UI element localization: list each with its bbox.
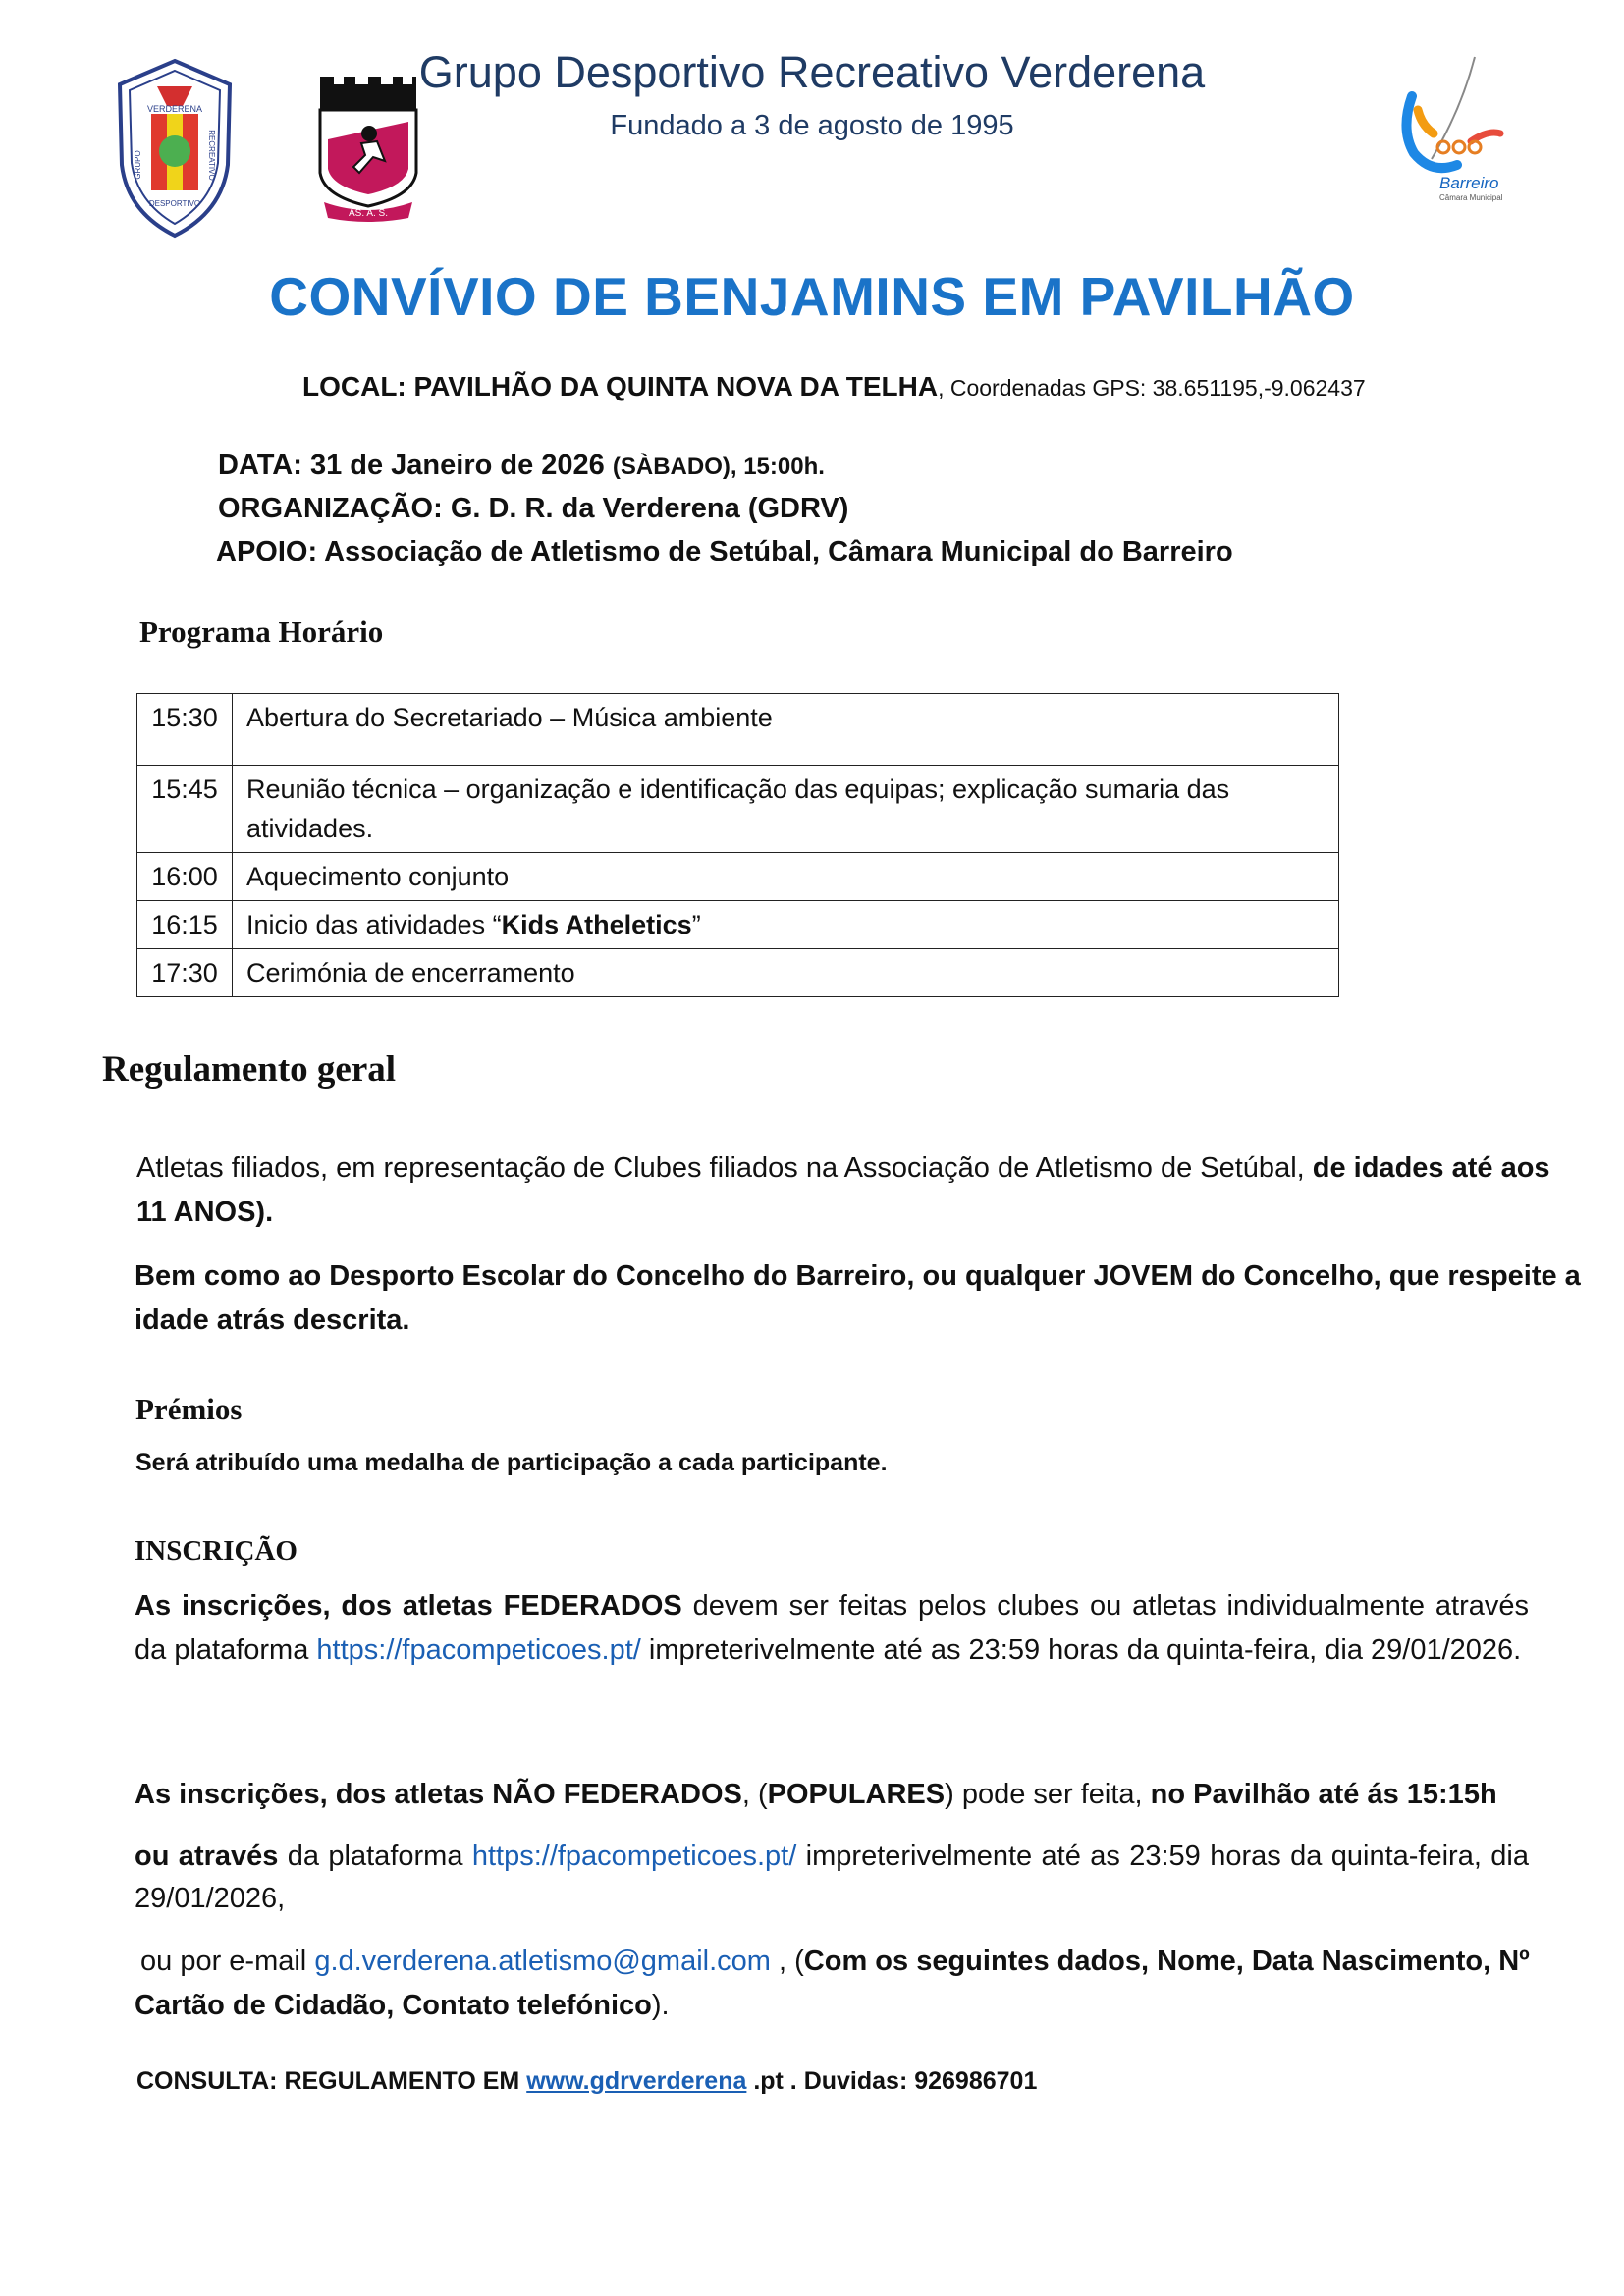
registration-heading: INSCRIÇÃO [135,1535,298,1567]
website-link[interactable]: www.gdrverderena [526,2067,747,2095]
table-row [137,949,1339,997]
schedule-table [136,693,1339,997]
regulations-paragraph-1: Atletas filiados, em representação de Clubes filiados na Associação de Atletismo de Setúbal, de idades até aos 11 ANOS). [136,1152,1550,1228]
registration-email: ou por e-mail g.d.verderena.atletismo@gmail.com , (Com os seguintes dados, Nome, Data Nascimento, Nº Cartão de Cidadão, Contato telefónico). [135,1946,1530,2021]
date-line [218,450,825,482]
table-row [137,853,1339,901]
gps-coordinates: , Coordenadas GPS: 38.651195,-9.062437 [938,375,1366,400]
fpa-competitions-link[interactable]: https://fpacompeticoes.pt/ [316,1634,641,1666]
schedule-desc: Aquecimento conjunto [233,853,1339,901]
email-link[interactable]: g.d.verderena.atletismo@gmail.com [314,1946,771,1977]
local-label: LOCAL: PAVILHÃO DA QUINTA NOVA DA TELHA [302,371,939,401]
organization-line: ORGANIZAÇÃO: G. D. R. da Verderena (GDRV) [218,493,849,524]
table-row [137,901,1339,949]
schedule-time: 16:15 [137,901,233,949]
schedule-time: 17:30 [137,949,233,997]
schedule-time: 15:30 [137,694,233,766]
date-time: , 15:00h. [730,454,825,480]
prizes-text: Será atribuído uma medalha de participação a cada participante. [135,1449,888,1476]
registration-federated: As inscrições, dos atletas FEDERADOS devem ser feitas pelos clubes ou atletas individualmente através da plataforma https://fpacompeticoes.pt/ impreterivelmente até as 23:59 horas da quinta-feira, dia 29/01/2026. [135,1590,1530,1666]
schedule-heading: Programa Horário [139,614,384,649]
regulations-heading: Regulamento geral [102,1049,397,1090]
regulations-paragraph-2: Bem como ao Desporto Escolar do Concelho do Barreiro, ou qualquer JOVEM do Concelho, que respeite a idade atrás descrita. [135,1260,1581,1336]
table-row [137,694,1339,766]
date-weekday: (SÀBADO) [612,454,731,480]
registration-online: ou através da plataforma https://fpacompeticoes.pt/ impreterivelmente até as 23:59 horas da quinta-feira, dia 29/01/2026, [135,1841,1529,1914]
barreiro-logo-text: Barreiro [1439,174,1499,192]
date-label: DATA: 31 de Janeiro de 2026 [218,450,605,481]
schedule-desc: Inicio das atividades “Kids Atheletics” [233,901,1339,949]
svg-text:RECREATIVO: RECREATIVO [207,130,216,181]
svg-text:DESPORTIVO: DESPORTIVO [148,199,201,208]
svg-text:GRUPO: GRUPO [134,150,142,180]
kids-athletics-label: Kids Atheletics [501,910,692,939]
local-line [302,371,1366,402]
svg-text:Câmara Municipal: Câmara Municipal [1439,193,1503,202]
consult-line: CONSULTA: REGULAMENTO EM www.gdrverderena .pt . Duvidas: 926986701 [136,2067,1038,2095]
schedule-time: 15:45 [137,766,233,853]
prizes-heading: Prémios [135,1392,243,1426]
event-title: CONVÍVIO DE BENJAMINS EM PAVILHÃO [269,266,1355,327]
registration-non-federated: As inscrições, dos atletas NÃO FEDERADOS, (POPULARES) pode ser feita, no Pavilhão até ás 15:15h [135,1779,1497,1810]
founded-date: Fundado a 3 de agosto de 1995 [610,110,1014,141]
crest-left-text: VERDERENA [146,104,203,114]
fpa-competitions-link-2[interactable]: https://fpacompeticoes.pt/ [471,1841,797,1872]
schedule-desc: Abertura do Secretariado – Música ambiente [233,694,1339,766]
crest-middle-text: AS. A. S. [348,208,389,219]
support-line: APOIO: Associação de Atletismo de Setúbal, Câmara Municipal do Barreiro [216,536,1233,567]
schedule-desc: Cerimónia de encerramento [233,949,1339,997]
schedule-desc: Reunião técnica – organização e identificação das equipas; explicação sumaria das atividades. [233,766,1339,853]
table-row [137,766,1339,853]
organization-name: Grupo Desportivo Recreativo Verderena [418,47,1206,97]
schedule-time: 16:00 [137,853,233,901]
